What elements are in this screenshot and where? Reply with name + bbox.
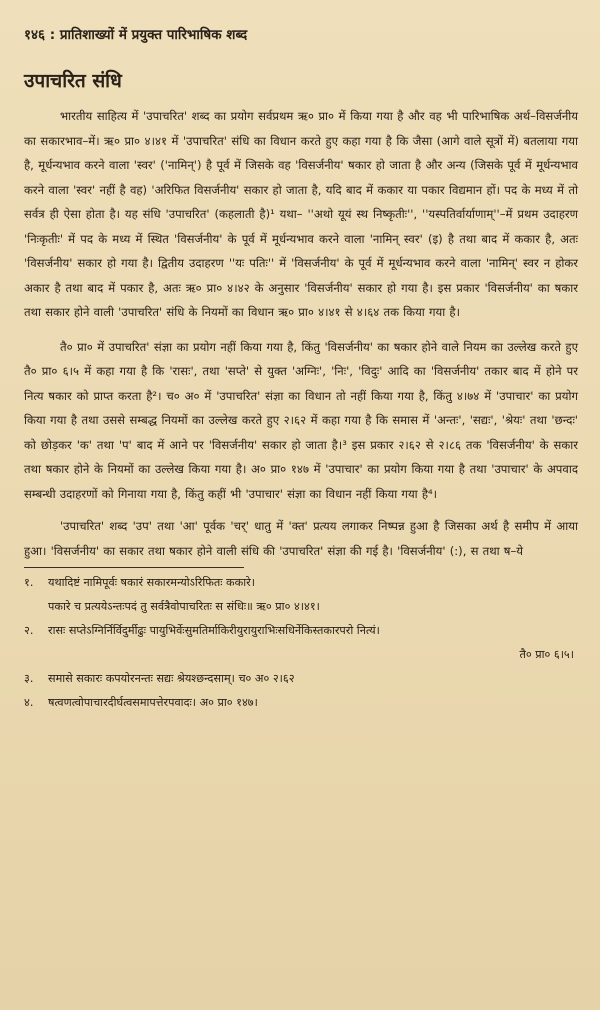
footnote-number: २. [24,624,34,637]
footnote-1-continued: पकारे च प्रत्ययेऽन्तःपदं तु सर्वत्रैवोपाचरितः स संधिः॥ ऋ० प्रा० ४।४१। [48,600,320,613]
footnote-2-citation: तै० प्रा० ६।५। [519,648,574,661]
footnote-4 [24,691,578,715]
footnote-number: ४. [24,696,34,709]
paragraph-2: तै० प्रा० में उपाचरित' संज्ञा का प्रयोग नहीं किया गया है, किंतु 'विसर्जनीय' का षकार होने वाले नियम का उल्लेख करते हुए तै० प्रा० ६।५ में कहा गया है कि 'रासः', तथा 'सप्ते' से युक्त 'अग्निः', 'निः', 'विदुः' आदि का 'विसर्जनीय' तकार बाद में होने पर नित्य षकार को प्राप्त करता है²। च० अ० में 'उपाचरित' संज्ञा का विधान तो नहीं किया गया है, किंतु ४।७४ में 'उपाचार' का प्रयोग किया गया है तथा उससे सम्बद्ध नियमों का उल्लेख करते हुए २।६२ में कहा गया है कि समास में 'अन्तः', 'सद्यः', 'श्रेयः' तथा 'छन्दः' को छोड़कर 'क' तथा 'प' बाद में आने पर 'विसर्जनीय' सकार हो जाता है।³ इस प्रकार २।६२ से २।८६ तक 'विसर्जनीय' के सकार तथा षकार होने के नियमों का उल्लेख किया गया है। अ० प्रा० १४७ में 'उपाचार' का प्रयोग किया गया है तथा 'उपाचार' के अपवाद सम्बन्धी उदाहरणों को गिनाया गया है, किंतु कहीं भी 'उपाचार' संज्ञा का विधान नहीं किया गया है⁴। [24,339,578,501]
footnotes [24,571,578,715]
footnote-3 [24,667,578,691]
footnote-text: रासः सप्तेऽग्निर्निर्विदुर्मीढुः पायुभिर्वेःसुमतिर्माकिरीयुरायुराभिःसधिर्नेकिस्तकारपरो नित्यं। [48,624,380,637]
footnote-divider [24,567,244,568]
footnote-text: यथादिष्टं नामिपूर्वः षकारं सकारमन्योऽरिफितः ककारे। [48,576,255,589]
section-title: उपाचरित संधि [24,70,122,92]
paragraph-1: भारतीय साहित्य में 'उपाचरित' शब्द का प्रयोग सर्वप्रथम ऋ० प्रा० में किया गया है और वह भी पारिभाषिक अर्थ–विसर्जनीय का सकारभाव–में। ऋ० प्रा० ४।४१ में 'उपाचरित' संधि का विधान करते हुए कहा गया है कि जैसा (आगे वाले सूत्रों में) बतलाया गया है, मूर्धन्यभाव करने वाला 'स्वर' ('नामिन्') है पूर्व में जिसके वह 'विसर्जनीय' षकार हो जाता है और अन्य (जिसके पूर्व में मूर्धन्यभाव करने वाला 'स्वर' नहीं है वह) 'अरिफित विसर्जनीय' सकार हो जाता है, यदि बाद में ककार या पकार विद्यमान हों। पद के मध्य में तो सर्वत्र ही ऐसा होता है। यह संधि 'उपाचरित' (कहलाती है)¹ यथा– ''अथो यूयं स्थ निष्कृतीः'', ''यस्पतिर्वार्याणाम्''–में प्रथम उदाहरण 'निःकृतीः' में पद के मध्य में स्थित 'विसर्जनीय' के पूर्व में मूर्धन्यभाव करने वाला 'नामिन् स्वर' (इ) है तथा बाद में ककार है, अतः 'विसर्जनीय' सकार हो गया है। द्वितीय उदाहरण ''यः पतिः'' में 'विसर्जनीय' के पूर्व में मूर्धन्यभाव करने वाला 'नामिन्' स्वर न होकर अकार है तथा बाद में पकार है, अतः ऋ० प्रा० ४।४२ के अनुसार 'विसर्जनीय' सकार हो गया है। इस प्रकार 'विसर्जनीय' का षकार तथा सकार होने वाली 'उपाचरित' संधि के नियमों का विधान ऋ० प्रा० ४।४१ से ४।६४ तक किया गया है। [24,109,578,319]
footnote-text: समासे सकारः कपयोरनन्तः सद्यः श्रेयश्छन्दसाम्। च० अ० २।६२ [48,672,295,685]
footnote-1 [24,571,578,595]
footnote-number: ३. [24,672,34,685]
running-head: १४६ : प्रातिशाख्यों में प्रयुक्त पारिभाषिक शब्द [24,27,248,43]
paragraph-3: 'उपाचरित' शब्द 'उप' तथा 'आ' पूर्वक 'चर्' धातु में 'क्त' प्रत्यय लगाकर निष्पन्न हुआ है जिसका अर्थ है समीप में आया हुआ। 'विसर्जनीय' का सकार तथा षकार होने वाली संधि की 'उपाचरित' संज्ञा की गई है। 'विसर्जनीय' (:), स तथा ष–ये [24,519,578,558]
footnote-number: १. [24,576,34,589]
footnote-2 [24,619,578,643]
footnote-text: षत्वणत्वोपाचारदीर्घत्वसमापत्तेरपवादः। अ० प्रा० १४७। [48,696,258,709]
